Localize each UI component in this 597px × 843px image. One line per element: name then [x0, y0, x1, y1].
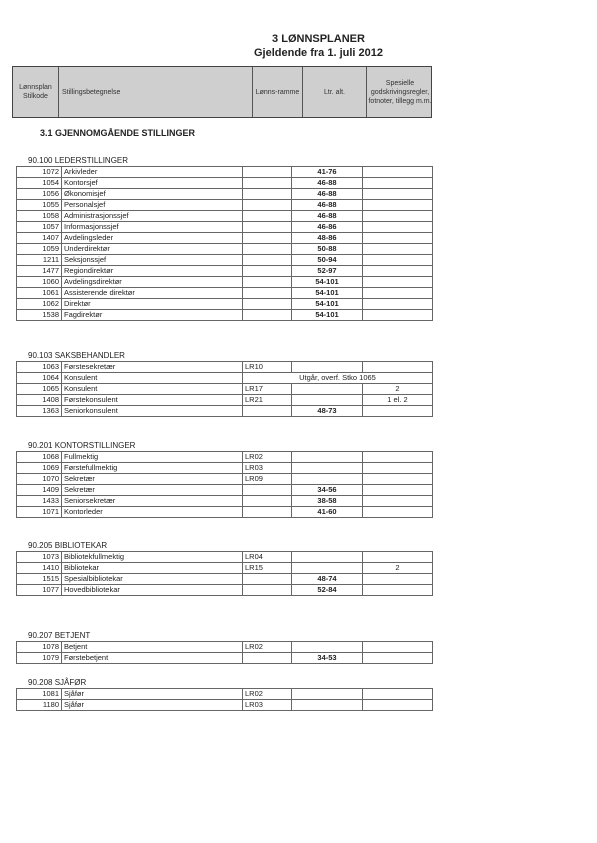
job-code: 1180: [17, 700, 62, 711]
table-row: [17, 373, 433, 384]
table-row: [17, 211, 433, 222]
job-code: 1079: [17, 653, 62, 664]
table-row: [17, 452, 433, 463]
job-title: Avdelingsdirektør: [62, 277, 243, 288]
salary-frame: [243, 585, 292, 596]
salary-range: [292, 689, 363, 700]
salary-frame: LR15: [243, 563, 292, 574]
job-code: 1064: [17, 373, 62, 384]
salary-range: 54-101: [292, 299, 363, 310]
job-title: Konsulent: [62, 373, 243, 384]
job-title: Fullmektig: [62, 452, 243, 463]
salary-frame: [243, 200, 292, 211]
job-code: 1078: [17, 642, 62, 653]
job-code: 1433: [17, 496, 62, 507]
special-rule: [363, 700, 433, 711]
special-rule: 2: [363, 563, 433, 574]
job-code: 1055: [17, 200, 62, 211]
job-title: Konsulent: [62, 384, 243, 395]
job-code: 1061: [17, 288, 62, 299]
col-header-code: Lønnsplan Stilkode: [13, 67, 59, 117]
table-row: [17, 585, 433, 596]
job-title: Bibliotekfullmektig: [62, 552, 243, 563]
special-rule: [363, 362, 433, 373]
salary-range: 46-88: [292, 200, 363, 211]
job-title: Betjent: [62, 642, 243, 653]
salary-range: [292, 642, 363, 653]
job-title: Seniorkonsulent: [62, 406, 243, 417]
salary-frame: [243, 211, 292, 222]
salary-frame: [243, 233, 292, 244]
job-group: [16, 677, 432, 711]
salary-range: 38-58: [292, 496, 363, 507]
table-row: [17, 310, 433, 321]
job-title: Informasjonssjef: [62, 222, 243, 233]
job-title: Førstekonsulent: [62, 395, 243, 406]
column-header-bar: [12, 66, 432, 118]
table-row: [17, 642, 433, 653]
job-title: Spesialbibliotekar: [62, 574, 243, 585]
group-title: 90.207 BETJENT: [28, 631, 91, 640]
salary-frame: LR04: [243, 552, 292, 563]
job-title: Personalsjef: [62, 200, 243, 211]
salary-frame: [243, 653, 292, 664]
job-title: Sekretær: [62, 474, 243, 485]
salary-range: 41-60: [292, 507, 363, 518]
table-row: [17, 563, 433, 574]
special-rule: [363, 552, 433, 563]
job-code: 1060: [17, 277, 62, 288]
salary-frame: [243, 507, 292, 518]
salary-range: [292, 700, 363, 711]
special-rule: [363, 642, 433, 653]
salary-frame: [243, 574, 292, 585]
job-code: 1058: [17, 211, 62, 222]
special-rule: [363, 200, 433, 211]
table-row: [17, 474, 433, 485]
job-title: Arkivleder: [62, 167, 243, 178]
table-row: [17, 384, 433, 395]
job-code: 1065: [17, 384, 62, 395]
salary-frame: LR02: [243, 642, 292, 653]
job-title: Direktør: [62, 299, 243, 310]
job-title: Førstesekretær: [62, 362, 243, 373]
job-title: Assisterende direktør: [62, 288, 243, 299]
job-code: 1515: [17, 574, 62, 585]
salary-frame: LR02: [243, 689, 292, 700]
table-row: [17, 395, 433, 406]
salary-frame: [243, 222, 292, 233]
salary-frame: [243, 178, 292, 189]
job-code: 1407: [17, 233, 62, 244]
special-rule: [363, 574, 433, 585]
job-code: 1057: [17, 222, 62, 233]
job-group: [16, 440, 432, 518]
table-row: [17, 266, 433, 277]
salary-range: 54-101: [292, 277, 363, 288]
job-code: 1408: [17, 395, 62, 406]
job-code: 1409: [17, 485, 62, 496]
special-rule: 1 el. 2: [363, 395, 433, 406]
table-row: [17, 222, 433, 233]
job-title: Førstebetjent: [62, 653, 243, 664]
special-rule: [363, 310, 433, 321]
row-note: Utgår, overf. Stko 1065: [243, 373, 433, 384]
salary-range: [292, 395, 363, 406]
salary-frame: LR10: [243, 362, 292, 373]
salary-range: 50-94: [292, 255, 363, 266]
salary-frame: [243, 288, 292, 299]
special-rule: [363, 463, 433, 474]
salary-range: 48-74: [292, 574, 363, 585]
job-code: 1072: [17, 167, 62, 178]
salary-frame: LR03: [243, 700, 292, 711]
table-row: [17, 689, 433, 700]
table-row: [17, 362, 433, 373]
salary-range: 52-97: [292, 266, 363, 277]
special-rule: [363, 178, 433, 189]
job-code: 1081: [17, 689, 62, 700]
group-title: 90.208 SJÅFØR: [28, 678, 87, 687]
special-rule: [363, 288, 433, 299]
table-row: [17, 167, 433, 178]
salary-range: [292, 552, 363, 563]
salary-range: [292, 362, 363, 373]
special-rule: [363, 452, 433, 463]
job-title: Administrasjonssjef: [62, 211, 243, 222]
salary-range: 46-88: [292, 178, 363, 189]
table-row: [17, 277, 433, 288]
job-code: 1068: [17, 452, 62, 463]
job-group: [16, 630, 432, 664]
page-subtitle: Gjeldende fra 1. juli 2012: [254, 47, 383, 59]
job-code: 1073: [17, 552, 62, 563]
table-row: [17, 233, 433, 244]
salary-range: [292, 563, 363, 574]
job-group: [16, 155, 432, 321]
group-title: 90.100 LEDERSTILLINGER: [28, 156, 129, 165]
salary-frame: LR03: [243, 463, 292, 474]
special-rule: [363, 266, 433, 277]
job-title: Avdelingsleder: [62, 233, 243, 244]
table-row: [17, 574, 433, 585]
salary-frame: LR09: [243, 474, 292, 485]
salary-range: 54-101: [292, 310, 363, 321]
table-row: [17, 189, 433, 200]
special-rule: [363, 689, 433, 700]
salary-range: 54-101: [292, 288, 363, 299]
job-title: Sjåfør: [62, 689, 243, 700]
special-rule: [363, 222, 433, 233]
job-code: 1410: [17, 563, 62, 574]
special-rule: [363, 277, 433, 288]
job-title: Hovedbibliotekar: [62, 585, 243, 596]
special-rule: [363, 244, 433, 255]
salary-range: 34-53: [292, 653, 363, 664]
special-rule: [363, 233, 433, 244]
group-table: [16, 688, 433, 711]
salary-range: [292, 384, 363, 395]
salary-frame: [243, 496, 292, 507]
salary-frame: [243, 310, 292, 321]
salary-frame: [243, 277, 292, 288]
salary-range: 41-76: [292, 167, 363, 178]
salary-frame: [243, 406, 292, 417]
job-code: 1056: [17, 189, 62, 200]
special-rule: [363, 211, 433, 222]
job-group: [16, 350, 432, 417]
salary-frame: [243, 255, 292, 266]
salary-range: 34-56: [292, 485, 363, 496]
special-rule: [363, 189, 433, 200]
group-title: 90.103 SAKSBEHANDLER: [28, 351, 125, 360]
table-row: [17, 700, 433, 711]
job-code: 1062: [17, 299, 62, 310]
special-rule: [363, 507, 433, 518]
group-title: 90.201 KONTORSTILLINGER: [28, 441, 136, 450]
salary-frame: [243, 244, 292, 255]
salary-frame: [243, 266, 292, 277]
table-row: [17, 485, 433, 496]
table-row: [17, 288, 433, 299]
job-code: 1077: [17, 585, 62, 596]
job-code: 1071: [17, 507, 62, 518]
table-row: [17, 653, 433, 664]
salary-range: 48-86: [292, 233, 363, 244]
salary-range: [292, 463, 363, 474]
job-title: Seksjonssjef: [62, 255, 243, 266]
salary-range: 52-84: [292, 585, 363, 596]
job-title: Fagdirektør: [62, 310, 243, 321]
table-row: [17, 463, 433, 474]
salary-frame: [243, 299, 292, 310]
group-table: [16, 166, 433, 321]
job-code: 1363: [17, 406, 62, 417]
special-rule: [363, 299, 433, 310]
job-group: [16, 540, 432, 596]
group-table: [16, 641, 433, 664]
salary-frame: [243, 485, 292, 496]
job-title: Seniorsekretær: [62, 496, 243, 507]
group-table: [16, 361, 433, 417]
table-row: [17, 255, 433, 266]
job-title: Kontorsjef: [62, 178, 243, 189]
job-code: 1211: [17, 255, 62, 266]
col-header-ramme: Lønns-ramme: [253, 67, 303, 117]
table-row: [17, 552, 433, 563]
job-code: 1069: [17, 463, 62, 474]
salary-range: 48-73: [292, 406, 363, 417]
job-title: Bibliotekar: [62, 563, 243, 574]
job-title: Sjåfør: [62, 700, 243, 711]
col-header-title: Stillingsbetegnelse: [59, 67, 253, 117]
group-table: [16, 551, 433, 596]
salary-range: [292, 474, 363, 485]
special-rule: [363, 406, 433, 417]
group-table: [16, 451, 433, 518]
table-row: [17, 496, 433, 507]
salary-frame: LR21: [243, 395, 292, 406]
job-title: Økonomisjef: [62, 189, 243, 200]
salary-range: 46-88: [292, 211, 363, 222]
salary-range: 46-88: [292, 189, 363, 200]
salary-frame: LR02: [243, 452, 292, 463]
special-rule: [363, 474, 433, 485]
special-rule: [363, 167, 433, 178]
special-rule: [363, 496, 433, 507]
table-row: [17, 244, 433, 255]
salary-frame: [243, 189, 292, 200]
salary-range: [292, 452, 363, 463]
special-rule: [363, 653, 433, 664]
special-rule: [363, 585, 433, 596]
special-rule: [363, 485, 433, 496]
section-title: 3.1 GJENNOMGÅENDE STILLINGER: [40, 128, 196, 138]
table-row: [17, 507, 433, 518]
table-row: [17, 406, 433, 417]
job-code: 1070: [17, 474, 62, 485]
job-title: Kontorleder: [62, 507, 243, 518]
salary-frame: [243, 167, 292, 178]
job-code: 1059: [17, 244, 62, 255]
job-title: Sekretær: [62, 485, 243, 496]
group-title: 90.205 BIBLIOTEKAR: [28, 541, 108, 550]
job-title: Førstefullmektig: [62, 463, 243, 474]
table-row: [17, 178, 433, 189]
salary-range: 50-88: [292, 244, 363, 255]
col-header-special: Spesielle godskrivingsregler, fotnoter, tillegg m.m.: [368, 79, 432, 105]
page-title: 3 LØNNSPLANER: [272, 33, 365, 45]
job-code: 1054: [17, 178, 62, 189]
job-code: 1063: [17, 362, 62, 373]
special-rule: [363, 255, 433, 266]
special-rule: 2: [363, 384, 433, 395]
table-row: [17, 299, 433, 310]
salary-range: 46-86: [292, 222, 363, 233]
salary-frame: LR17: [243, 384, 292, 395]
table-row: [17, 200, 433, 211]
job-title: Regiondirektør: [62, 266, 243, 277]
col-header-ltr: Ltr. alt.: [303, 67, 367, 117]
job-code: 1538: [17, 310, 62, 321]
job-code: 1477: [17, 266, 62, 277]
job-title: Underdirektør: [62, 244, 243, 255]
